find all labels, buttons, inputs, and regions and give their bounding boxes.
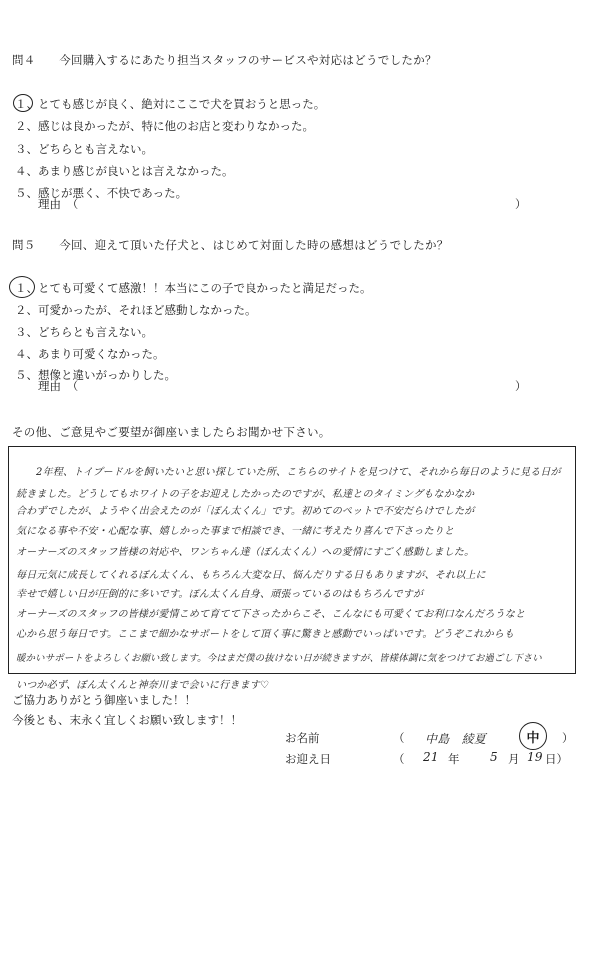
q4-option-4: ４、あまり感じが良いとは言えなかった。 [15,164,234,178]
date-year: 21 [423,750,439,764]
q4-reason-label: 理由 （ [38,197,79,211]
q5-option-1: １、とても可愛くて感激！！本当にこの子で良かったと満足だった。 [15,281,372,295]
q4-option-2: ２、感じは良かったが、特に他のお店と変わりなかった。 [15,119,314,133]
date-year-unit: 年 [448,752,460,766]
date-day-unit: 日） [545,752,568,766]
handwritten-line-10: 暖かいサポートをよろしくお願い致します。今はまだ僕の抜けない日が続きますが、皆様体調に気をつけてお過ごし下さい [16,653,542,664]
handwritten-line-8: オーナーズのスタッフの皆様が愛情こめて育てて下さったからこそ、こんなにも可愛くてお利口なんだろうなと [16,609,526,620]
q4-title: 問４ 今回購入するにあたり担当スタッフのサービスや対応はどうでしたか？ [12,53,437,67]
q5-option-4: ４、あまり可愛くなかった。 [15,347,165,361]
seal-stamp: 中 [519,722,547,750]
handwritten-line-5: オーナーズのスタッフ皆様の対応や、ワンちゃん達（ぽん太くん）への愛情にすごく感動しました。 [16,547,475,558]
handwritten-line-9: 心から思う毎日です。ここまで細かなサポートをして頂く事に驚きと感動でいっぱいです。どうぞこれからも [16,629,515,640]
q4-reason-close: ） [515,197,527,211]
handwritten-line-6: 毎日元気に成長してくれるぽん太くん、もちろん大変な日、悩んだりする日もありますが、それ以上に [16,570,486,581]
q5-option-3: ３、どちらとも言えない。 [15,325,153,339]
handwritten-line-7: 幸せで嬉しい日が圧倒的に多いです。ぽん太くん自身、頑張っているのはもちろんですが [16,589,424,600]
date-month-unit: 月 [508,752,520,766]
q5-reason-close: ） [515,379,527,393]
q4-option-1: １、とても感じが良く、絶対にここで犬を買おうと思った。 [15,97,326,111]
handwritten-line-3: 合わずでしたが、ようやく出会えたのが「ぽん太くん」です。初めてのペットで不安だらけでしたが [16,506,475,517]
handwritten-line-2: 続きました。どうしてもホワイトの子をお迎えしたかったのですが、私達とのタイミングもなかなか [16,489,475,500]
thanks-text: ご協力ありがとう御座いました！！ [12,693,196,707]
q4-option-5: ５、感じが悪く、不快であった。 [15,186,188,200]
name-close-paren: ） [562,731,574,745]
date-open-paren: （ [393,752,405,766]
date-label: お迎え日 [285,752,331,766]
q5-title: 問５ 今回、迎えて頂いた仔犬と、はじめて対面した時の感想はどうでしたか？ [12,238,449,252]
q4-option-3: ３、どちらとも言えない。 [15,142,153,156]
name-open-paren: （ [393,731,405,745]
date-month: 5 [490,750,498,764]
name-label: お名前 [285,731,320,745]
q5-option-2: ２、可愛かったが、それほど感動しなかった。 [15,303,257,317]
comments-prompt: その他、ご意見やご要望が御座いましたらお聞かせ下さい。 [12,425,331,439]
future-text: 今後とも、末永く宜しくお願い致します！！ [12,713,242,727]
q5-reason-label: 理由 （ [38,379,79,393]
handwritten-line-11: いつか必ず、ぽん太くんと神奈川まで会いに行きます♡ [16,680,270,691]
handwritten-line-1: 2年程、トイプードルを飼いたいと思い探していた所、こちらのサイトを見つけて、それから毎日のように見る日が [36,467,561,478]
handwritten-line-4: 気になる事や不安・心配な事、嬉しかった事まで相談でき、一緒に考えたり喜んで下さったりと [16,526,455,537]
name-value: 中島 綾夏 [425,732,487,746]
q5-option-5: ５、想像と違いがっかりした。 [15,368,176,382]
date-day: 19 [527,750,543,764]
